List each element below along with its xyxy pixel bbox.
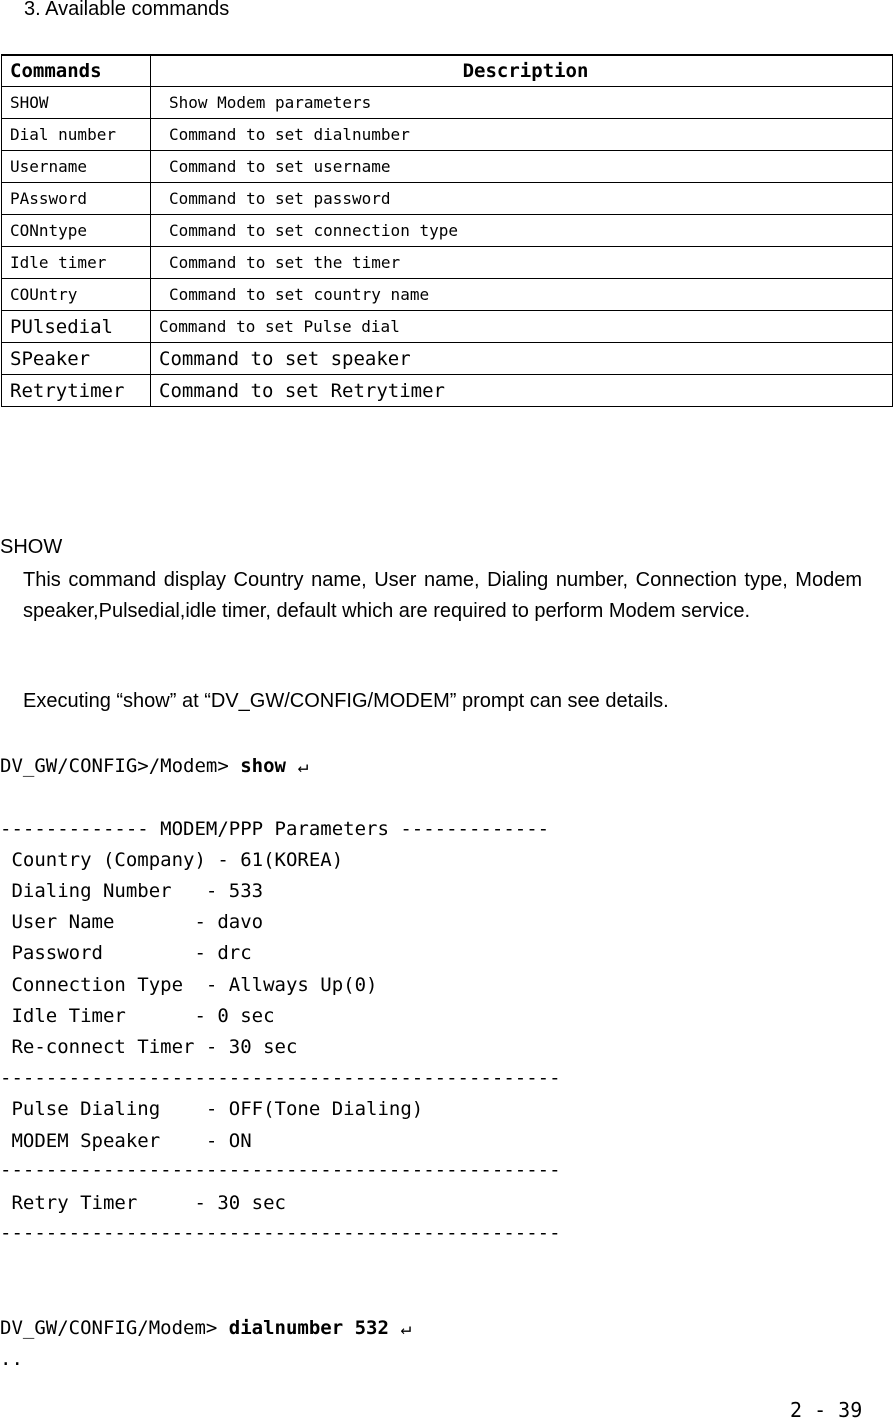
show-executing-note: Executing “show” at “DV_GW/CONFIG/MODEM” prompt can see details. — [23, 690, 669, 712]
description-cell: Command to set the timer — [151, 247, 893, 279]
terminal-param-line: Country (Company) - 61(KOREA) — [0, 849, 344, 871]
command-cell: Idle timer — [2, 247, 151, 279]
description-cell: Show Modem parameters — [151, 87, 893, 119]
command-cell: Username — [2, 151, 151, 183]
table-row — [2, 343, 893, 375]
command-cell: PAssword — [2, 183, 151, 215]
table-row — [2, 279, 893, 311]
description-column-header: Description — [151, 55, 893, 87]
table-row — [2, 311, 893, 343]
commands-table — [1, 54, 893, 407]
commands-column-header: Commands — [2, 55, 151, 87]
enter-key-icon: ↵ — [297, 756, 309, 777]
description-cell: Command to set speaker — [151, 343, 893, 375]
terminal-command: show — [240, 755, 286, 777]
terminal-command-line — [0, 751, 308, 782]
table-row — [2, 375, 893, 407]
command-cell: PUlsedial — [2, 311, 151, 343]
command-cell: SPeaker — [2, 343, 151, 375]
terminal-param-line: Idle Timer - 0 sec — [0, 1005, 275, 1027]
enter-key-icon: ↵ — [400, 1318, 412, 1339]
terminal-param-line: Re-connect Timer - 30 sec — [0, 1036, 298, 1058]
command-cell: Dial number — [2, 119, 151, 151]
terminal-param-line: Pulse Dialing - OFF(Tone Dialing) — [0, 1098, 424, 1120]
command-cell: SHOW — [2, 87, 151, 119]
table-row — [2, 215, 893, 247]
table-row — [2, 119, 893, 151]
terminal-prompt: DV_GW/CONFIG>/Modem> — [0, 755, 241, 777]
table-row — [2, 247, 893, 279]
description-cell: Command to set connection type — [151, 215, 893, 247]
terminal-param-line: Connection Type - Allways Up(0) — [0, 974, 378, 996]
description-cell: Command to set dialnumber — [151, 119, 893, 151]
terminal-separator: ------------------------------------------------- — [0, 1159, 561, 1181]
show-section-title: SHOW — [0, 536, 63, 558]
terminal-continuation: .. — [0, 1348, 23, 1370]
table-row — [2, 151, 893, 183]
terminal-param-line: Dialing Number - 533 — [0, 880, 264, 902]
command-cell: CONntype — [2, 215, 151, 247]
description-cell: Command to set password — [151, 183, 893, 215]
table-row — [2, 87, 893, 119]
terminal-separator: ------------------------------------------------- — [0, 1067, 561, 1089]
description-cell: Command to set country name — [151, 279, 893, 311]
terminal-command-line — [0, 1313, 411, 1344]
description-cell: Command to set Pulse dial — [151, 311, 893, 343]
table-row — [2, 183, 893, 215]
section-heading: 3. Available commands — [24, 0, 230, 20]
description-cell: Command to set username — [151, 151, 893, 183]
page-number: 2 - 39 — [790, 1398, 863, 1422]
table-header-row — [2, 55, 893, 87]
description-cell: Command to set Retrytimer — [151, 375, 893, 407]
terminal-header-line: ------------- MODEM/PPP Parameters ------------- — [0, 818, 550, 840]
command-cell: COUntry — [2, 279, 151, 311]
terminal-param-line: User Name - davo — [0, 911, 264, 933]
terminal-command: dialnumber 532 — [228, 1317, 389, 1339]
command-cell: Retrytimer — [2, 375, 151, 407]
terminal-param-line: Password - drc — [0, 942, 252, 964]
show-description: This command display Country name, User name, Dialing number, Connection type, Modem speaker,Pulsedial,idle timer, default which are required to perform Modem service. — [23, 569, 862, 622]
terminal-param-line: MODEM Speaker - ON — [0, 1130, 252, 1152]
terminal-separator: ------------------------------------------------- — [0, 1222, 561, 1244]
terminal-prompt: DV_GW/CONFIG/Modem> — [0, 1317, 229, 1339]
terminal-param-line: Retry Timer - 30 sec — [0, 1192, 286, 1214]
